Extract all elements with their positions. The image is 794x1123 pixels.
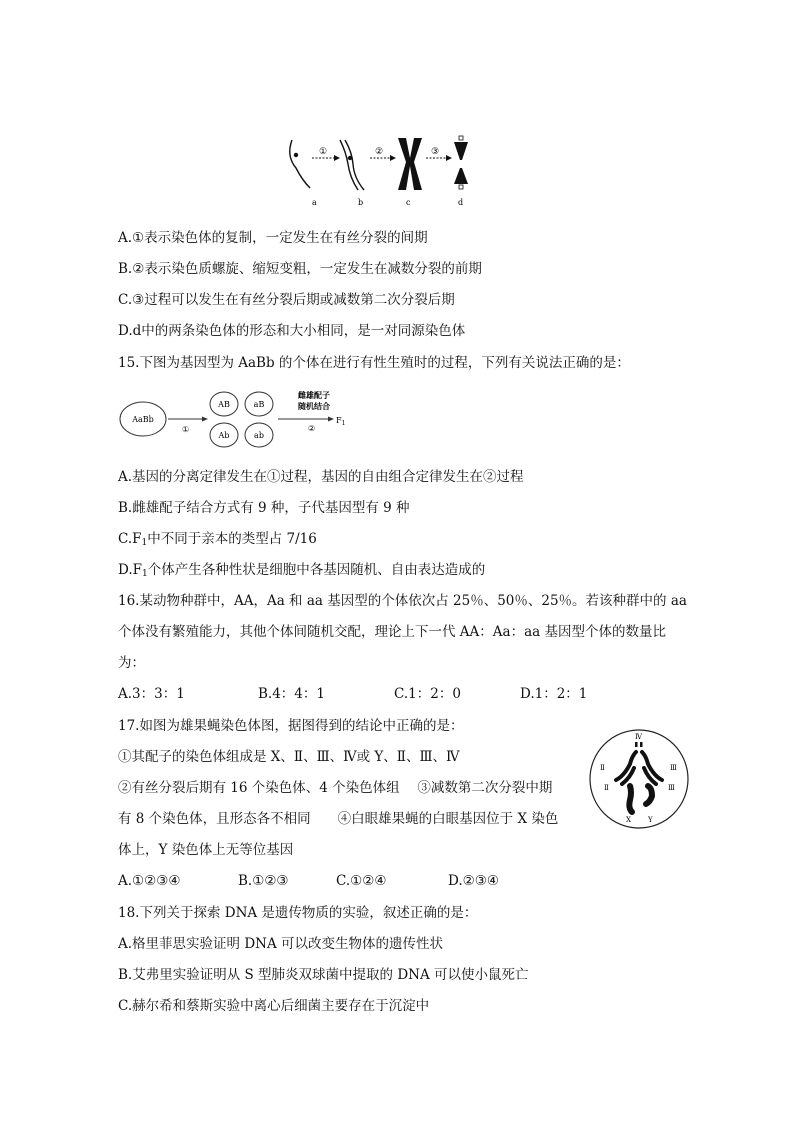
q15-option-a: A.基因的分离定律发生在①过程，基因的自由组合定律发生在②过程 [118,469,524,485]
stage-label-c: c [406,198,411,207]
gamete-Ab: Ab [218,431,230,440]
step-1-label: ① [182,425,190,434]
q16-stem-line-3: 为： [118,655,145,671]
gamete-formation-figure [118,386,358,452]
q16-stem-line-2: 个体没有繁殖能力，其他个体间随机交配，理论上下一代 AA：Aa：aa 基因型个体的数量比 [118,624,666,640]
step-label-2: ② [375,147,384,157]
q18-option-b: B.艾弗里实验证明从 S 型肺炎双球菌中提取的 DNA 可以使小鼠死亡 [118,967,529,983]
label-III-bottom: Ⅲ [668,784,675,792]
q16-option-a: A.3：3：1 [118,686,185,702]
q16-option-b: B.4：4：1 [258,686,325,702]
q17-line-4: 体上，Y 染色体上无等位基因 [118,842,294,858]
q16-options [118,685,587,703]
q17-option-d: D.②③④ [448,873,499,889]
q14-option-b: B.②表示染色质螺旋、缩短变粗，一定发生在减数分裂的前期 [118,261,482,277]
q17-line-1: ①其配子的染色体组成是 X、Ⅱ、Ⅲ、Ⅳ或 Y、Ⅱ、Ⅲ、Ⅳ [118,749,460,765]
chromosome-d1 [454,142,468,160]
q17-option-b: B.①②③ [238,873,289,889]
chromosome-a [290,140,310,188]
q18-option-c: C.赫尔希和蔡斯实验中离心后细菌主要存在于沉淀中 [118,998,430,1014]
q14-option-a: A.①表示染色体的复制，一定发生在有丝分裂的间期 [118,230,428,246]
q16-stem-line-1: 16.某动物种群中，AA，Aa 和 aa 基因型的个体依次占 25％、50％、25％。若该种群中的 aa [118,593,687,609]
chromosome-change-figure [282,134,482,208]
q14-option-c: C.③过程可以发生在有丝分裂后期或减数第二次分裂后期 [118,292,455,308]
label-II-top: Ⅱ [600,764,605,772]
fruit-fly-karyotype-figure [588,728,690,830]
step-label-3: ③ [431,147,440,157]
q14-option-d: D.d中的两条染色体的形态和大小相同，是一对同源染色体 [118,323,466,339]
gamete-ab: ab [254,431,264,440]
q15-option-d: $D.F_1$个体产生各种性状是细胞中各基因随机、自由表达造成的 [118,562,486,579]
q17-option-a: A.①②③④ [118,873,181,889]
q16-option-c: C.1：2：0 [394,686,461,702]
q15-option-c: $C.F_1$中不同于亲本的类型占 7/16 [118,531,317,548]
chromosome-d2 [454,168,468,184]
q17-options [118,872,499,890]
q17-line-2: ②有丝分裂后期有 16 个染色体、4 个染色体组 ③减数第二次分裂中期 [118,780,553,796]
label-III-top: Ⅲ [670,764,677,772]
label-X: X [626,816,631,824]
q16-option-d: D.1：2：1 [520,686,588,702]
parent-genotype: AaBb [132,415,154,424]
q15-option-b: B.雌雄配子结合方式有 9 种，子代基因型有 9 种 [118,500,410,516]
f1-label: $F_1$ [336,416,346,427]
stage-label-b: b [358,198,364,207]
q17-line-3: 有 8 个染色体，且形态各不相同 ④白眼雄果蝇的白眼基因位于 X 染色 [118,811,559,827]
gamete-AB: AB [218,400,230,409]
gamete-aB: aB [253,400,265,409]
label-Y: Y [648,816,653,824]
q18-stem: 18.下列关于探索 DNA 是遗传物质的实验，叙述正确的是： [118,905,478,921]
chromosome-c [398,138,422,190]
step-label-1: ① [319,147,328,157]
q17-stem: 17.如图为雄果蝇染色体图，据图得到的结论中正确的是： [118,718,464,734]
label-II-bottom: Ⅱ [604,784,609,792]
stage-label-a: a [312,198,317,207]
q18-option-a: A.格里菲思实验证明 DNA 可以改变生物体的遗传性状 [118,936,444,952]
label-IV: Ⅳ [635,733,642,741]
note-line-1: 雌雄配子 [298,390,330,400]
note-line-2: 随机结合 [298,401,330,411]
stage-label-d: d [458,198,464,207]
q15-stem: 15.下图为基因型为 AaBb 的个体在进行有性生殖时的过程，下列有关说法正确的是： [118,355,630,371]
step-2-label: ② [308,424,316,433]
q17-option-c: C.①②④ [336,873,387,889]
